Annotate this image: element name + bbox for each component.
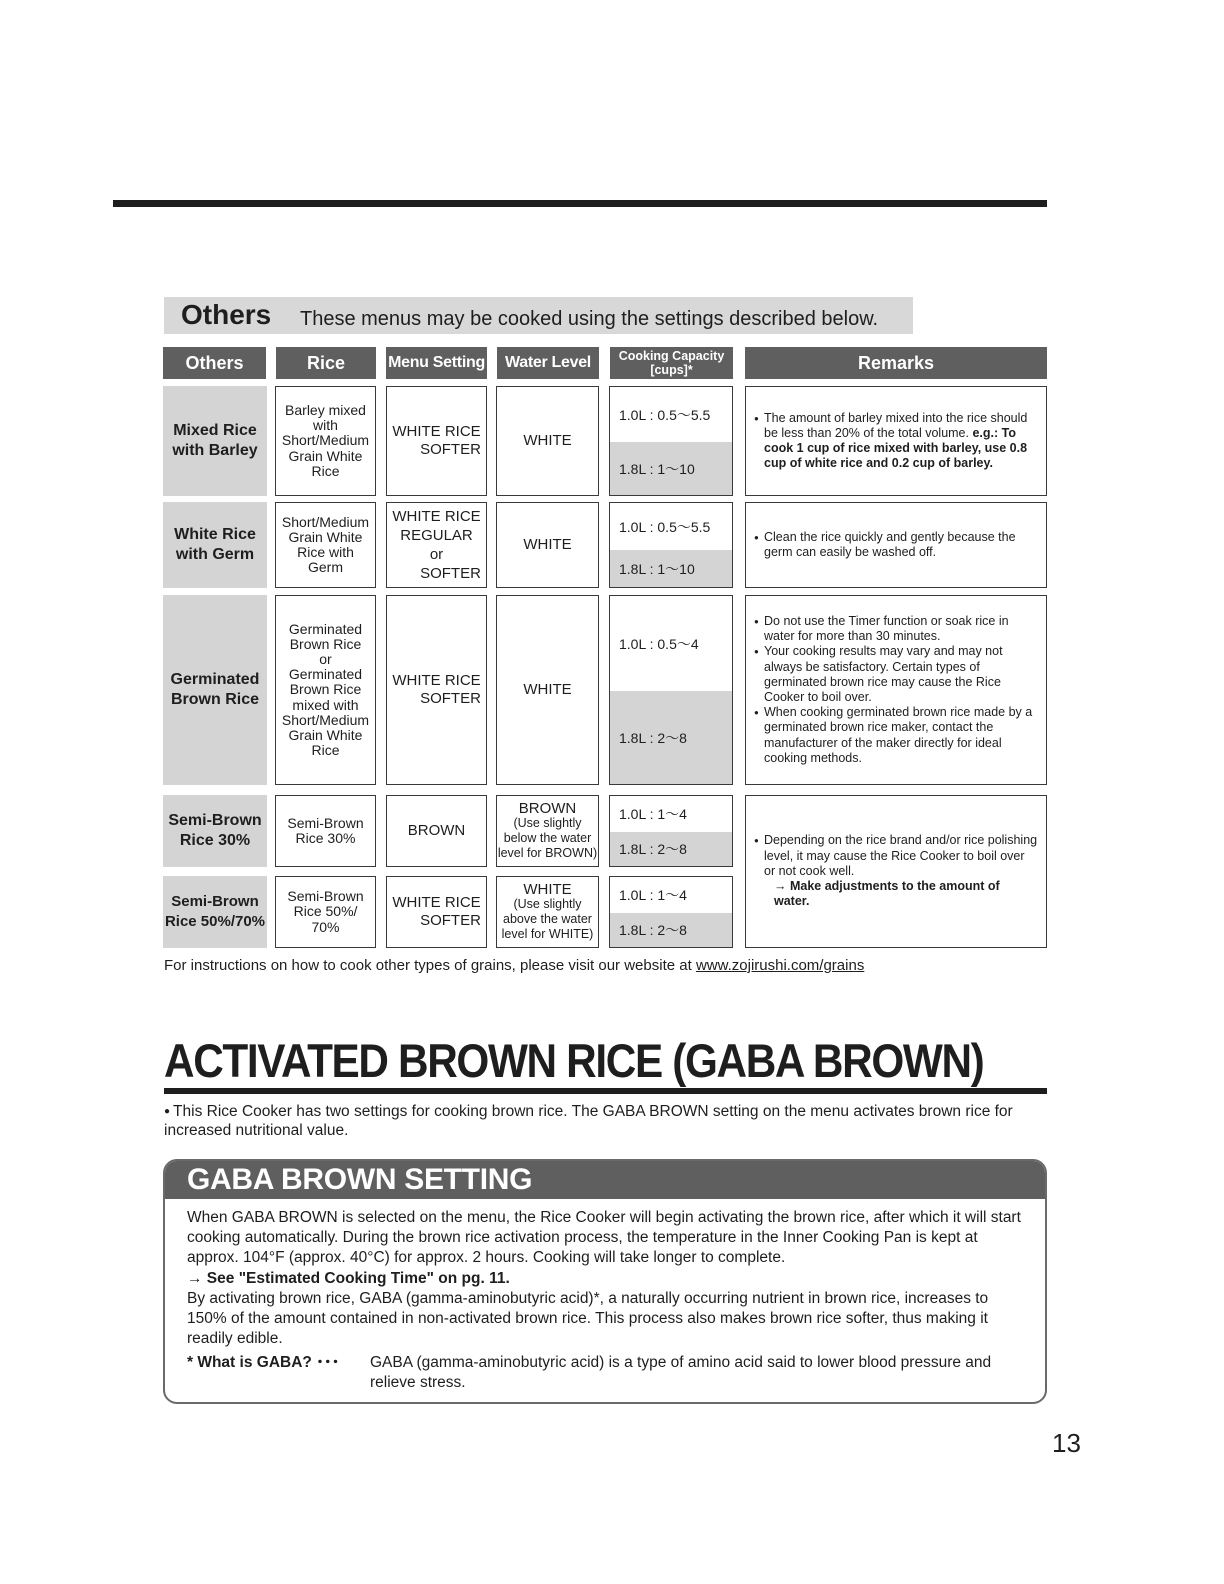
others-banner-title: Others	[181, 299, 272, 330]
capacity-cell-mixed-barley	[609, 386, 733, 496]
capacity-1.8l: 1.8L : 2～8	[610, 832, 732, 866]
label-line: with Barley	[172, 442, 258, 459]
gaba-setting-box	[163, 1159, 1047, 1404]
rice-line: Rice	[311, 462, 340, 479]
water-cell-germinated-brown: WHITE	[496, 595, 599, 785]
capacity-cell-semi-brown-50-70	[609, 876, 733, 948]
capacity-1.0l: 1.0L : 1～4	[619, 806, 687, 822]
capacity-cell-white-germ	[609, 502, 733, 588]
capacity-cell-semi-brown-30	[609, 795, 733, 867]
row-label-germinated-brown	[163, 595, 267, 785]
remark-item: ● When cooking germinated brown rice made by a germinated brown rice maker, contact the manufacturer of the maker directly for ideal cooking methods.	[754, 705, 1038, 766]
menu-line: or	[429, 546, 444, 563]
remarks-germinated-brown	[745, 595, 1047, 785]
capacity-1.0l: 1.0L : 0.5～5.5	[619, 518, 711, 535]
menu-line: WHITE RICE	[392, 894, 481, 911]
rice-line: Germinated	[288, 620, 363, 637]
menu-cell-semi-brown-30: BROWN	[386, 795, 487, 867]
rice-line: Germinated	[288, 666, 363, 683]
header-rice: Rice	[276, 347, 376, 379]
rice-line: Rice 30%	[295, 830, 356, 846]
gaba-setting-body	[187, 1208, 1027, 1349]
water-note-line: above the water	[503, 912, 592, 926]
rice-line: Germ	[308, 559, 343, 576]
gaba-para2: By activating brown rice, GABA (gamma-aminobutyric acid)*, a naturally occurring nutrient in brown rice, increases to 150% of the amount contained in non-activated brown rice. This process also makes brown rice softer, thus making it readily edible.	[187, 1289, 989, 1348]
rice-line: Grain White	[288, 528, 363, 545]
row-label-semi-brown-30	[163, 795, 267, 867]
remark-item: ● Do not use the Timer function or soak rice in water for more than 30 minutes.	[754, 614, 1038, 644]
rice-line: Short/Medium	[281, 513, 370, 530]
water-note-line: level for WHITE)	[501, 927, 594, 941]
water-cell-semi-brown-50-70	[496, 876, 599, 948]
gaba-setting-header	[165, 1161, 1045, 1199]
gaba-definition	[187, 1353, 1027, 1392]
rice-line: Grain White	[288, 727, 363, 743]
water-note-line: (Use slightly	[513, 897, 582, 911]
label-line: Brown Rice	[170, 691, 259, 708]
gaba-definition-label: * What is GABA? ･･･	[187, 1354, 340, 1371]
label-line: Semi-Brown	[171, 893, 259, 910]
gaba-definition-text: GABA (gamma-aminobutyric acid) is a type of amino acid said to lower blood pressure and relieve stress.	[370, 1354, 992, 1392]
rice-line: Semi-Brown	[287, 814, 364, 831]
rice-line: Rice	[311, 742, 340, 759]
gaba-intro	[164, 1102, 1044, 1140]
rice-line: Rice with	[297, 544, 354, 560]
gaba-see-reference: → See "Estimated Cooking Time" on pg. 11.	[187, 1269, 510, 1287]
title-rule	[164, 1088, 1047, 1094]
menu-line: WHITE RICE	[392, 423, 481, 440]
water-note-line: below the water	[503, 831, 592, 845]
remarks-mixed-barley	[745, 386, 1047, 496]
menu-line: SOFTER	[420, 441, 481, 458]
remark-item: ● Clean the rice quickly and gently because the germ can easily be washed off.	[754, 530, 1038, 560]
remarks-semi-brown	[745, 795, 1047, 948]
gaba-para1: When GABA BROWN is selected on the menu, the Rice Cooker will begin activating the brown rice, after which it will start cooking automatically. During the brown rice activation process, the temperature in the Inner Cooking Pan is kept at approx. 104°F (approx. 40°C) for approx. 2 hours. Cooking will take longer to complete.	[187, 1209, 1021, 1267]
rice-cell-white-germ	[275, 502, 376, 588]
gaba-setting-title: GABA BROWN SETTING	[187, 1163, 533, 1196]
remark-item: ● Depending on the rice brand and/or rice polishing level, it may cause the Rice Cooker to boil over or not cook well.	[754, 833, 1038, 879]
label-line: with Germ	[175, 546, 255, 563]
capacity-1.0l: 1.0L : 0.5～4	[619, 635, 699, 652]
bullet-icon: ●	[164, 1106, 171, 1117]
header-cooking-capacity	[610, 347, 733, 379]
header-water-level: Water Level	[497, 347, 599, 379]
remark-text: The amount of barley mixed into the rice should be less than 20% of the total volume.	[764, 410, 1028, 440]
menu-cell-white-germ	[386, 502, 487, 588]
capacity-cell-germinated-brown	[609, 595, 733, 785]
label-line: Rice 30%	[179, 832, 251, 849]
gaba-intro-text: This Rice Cooker has two settings for cooking brown rice. The GABA BROWN setting on the menu activates brown rice for increased nutritional value.	[164, 1103, 1013, 1139]
rice-line: Semi-Brown	[287, 888, 364, 905]
row-label-white-germ	[163, 502, 267, 588]
grains-footnote	[164, 957, 864, 974]
capacity-1.8l: 1.8L : 1～10	[610, 442, 732, 495]
header-menu-setting: Menu Setting	[386, 347, 487, 379]
others-banner-subtitle: These menus may be cooked using the settings described below.	[300, 308, 879, 330]
capacity-1.8l: 1.8L : 2～8	[610, 691, 732, 784]
menu-line: WHITE RICE	[392, 508, 481, 525]
header-others: Others	[163, 347, 266, 379]
remarks-white-germ	[745, 502, 1047, 588]
menu-line: SOFTER	[420, 565, 481, 582]
grains-website-link[interactable]: www.zojirushi.com/grains	[695, 957, 865, 974]
water-level: BROWN	[518, 800, 577, 817]
menu-line: SOFTER	[420, 912, 481, 929]
top-rule	[113, 200, 1047, 207]
page-number: 13	[1052, 1428, 1081, 1458]
rice-line: or	[319, 650, 332, 667]
rice-cell-germinated-brown	[275, 595, 376, 785]
rice-line: with	[313, 417, 338, 434]
menu-line: SOFTER	[420, 690, 481, 707]
rice-line: Grain White	[288, 447, 363, 464]
label-line: White Rice	[174, 526, 256, 543]
water-cell-white-germ: WHITE	[496, 502, 599, 588]
menu-line: REGULAR	[400, 527, 473, 544]
label-line: Rice 50%/70%	[164, 913, 266, 930]
capacity-1.8l: 1.8L : 1～10	[610, 550, 732, 587]
remark-item	[754, 411, 1038, 472]
gaba-section-title: ACTIVATED BROWN RICE (GABA BROWN)	[164, 1034, 984, 1087]
label-line: Germinated	[170, 671, 260, 688]
label-line: Semi-Brown	[168, 812, 262, 829]
menu-cell-germinated-brown	[386, 595, 487, 785]
footnote-text: For instructions on how to cook other types of grains, please visit our website at	[164, 957, 696, 974]
header-remarks: Remarks	[745, 347, 1047, 379]
rice-line: 70%	[311, 918, 340, 935]
capacity-1.8l: 1.8L : 2～8	[610, 913, 732, 947]
capacity-1.0l: 1.0L : 0.5～5.5	[619, 406, 711, 423]
row-label-semi-brown-50-70	[163, 876, 267, 948]
rice-line: Short/Medium	[281, 711, 370, 728]
water-note-line: level for BROWN)	[497, 846, 598, 860]
remark-example: e.g.: To cook 1 cup of rice mixed with barley, use 0.8 cup of white rice and 0.2 cup of barley.	[764, 425, 1028, 471]
row-label-mixed-barley	[163, 386, 267, 496]
menu-line: WHITE RICE	[392, 672, 481, 689]
menu-cell-semi-brown-50-70	[386, 876, 487, 948]
label-line: Mixed Rice	[173, 422, 257, 439]
water-cell-mixed-barley: WHITE	[496, 386, 599, 496]
rice-line: Short/Medium	[281, 432, 370, 449]
header-capacity-line2: [cups]*	[650, 363, 693, 377]
rice-cell-mixed-barley	[275, 386, 376, 496]
remark-item: ● Your cooking results may vary and may not always be satisfactory. Certain types of germinated brown rice may cause the Rice Cooker to boil over.	[754, 644, 1038, 705]
water-cell-semi-brown-30	[496, 795, 599, 867]
water-level: WHITE	[523, 881, 572, 898]
rice-line: Barley mixed	[285, 401, 366, 418]
rice-cell-semi-brown-30	[275, 795, 376, 867]
rice-line: Brown Rice	[289, 635, 362, 652]
header-capacity-line1: Cooking Capacity	[618, 349, 725, 363]
rice-line: mixed with	[292, 696, 359, 713]
remark-adjustment: → Make adjustments to the amount of water.	[774, 879, 1000, 909]
water-note-line: (Use slightly	[513, 816, 582, 830]
rice-line: Rice 50%/	[293, 903, 358, 920]
capacity-1.0l: 1.0L : 1～4	[619, 887, 687, 903]
rice-cell-semi-brown-50-70	[275, 876, 376, 948]
rice-line: Brown Rice	[289, 681, 362, 698]
menu-cell-mixed-barley	[386, 386, 487, 496]
